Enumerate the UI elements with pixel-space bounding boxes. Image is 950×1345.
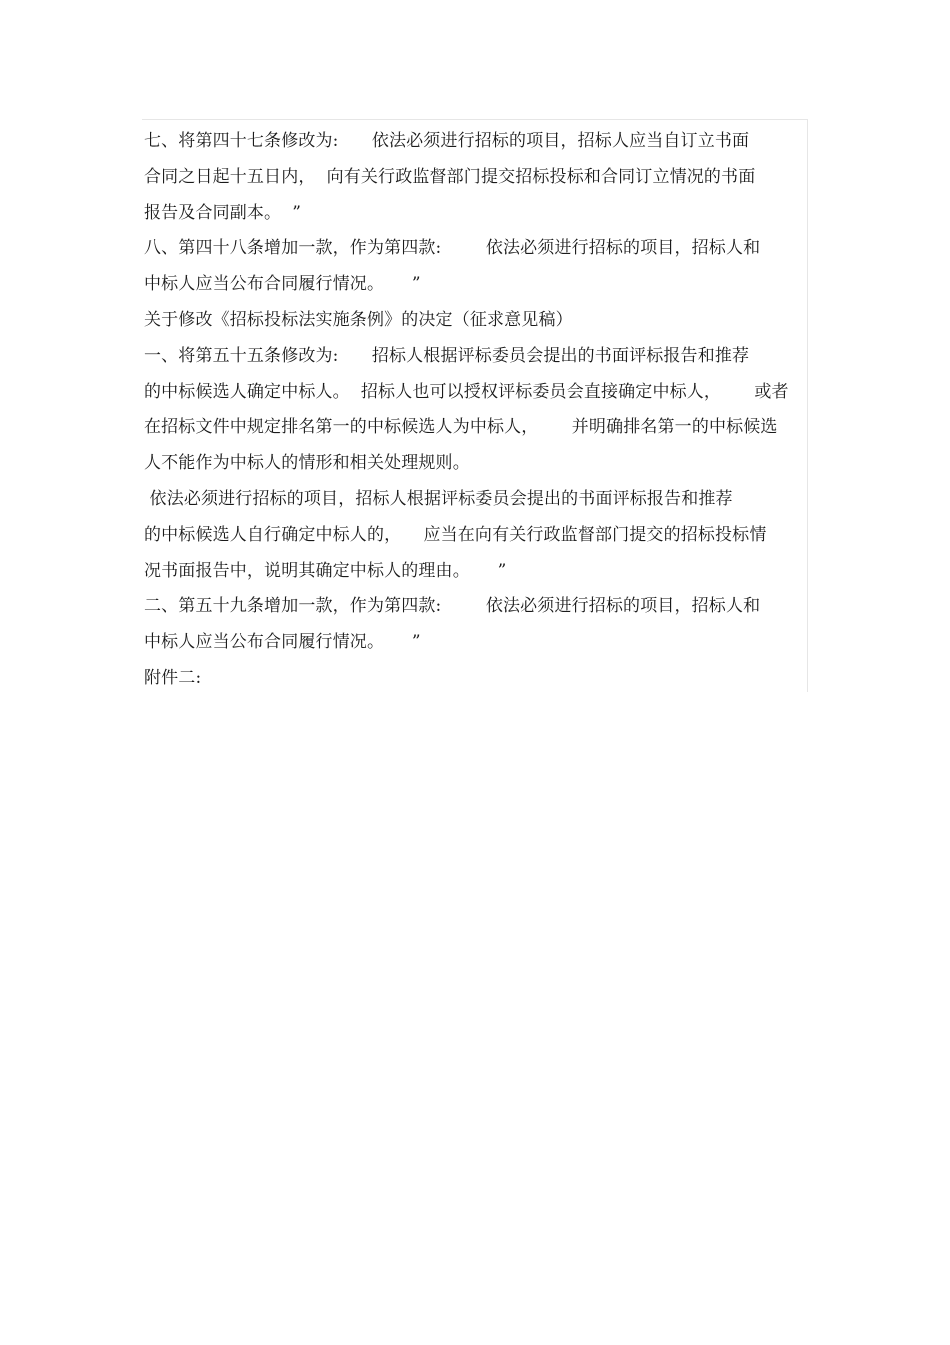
document-body [144, 124, 814, 697]
article-48-amendment-line-2: 中标人应当公布合同履行情况。 ” [144, 274, 421, 295]
article-59-amendment-line-1: 二、第五十九条增加一款，作为第四款: 依法必须进行招标的项目，招标人和 [144, 596, 761, 617]
article-55-amendment-line-4: 人不能作为中标人的情形和相关处理规则。 [144, 453, 470, 474]
article-47-amendment-line-1: 七、将第四十七条修改为: 依法必须进行招标的项目，招标人应当自订立书面 [144, 131, 750, 151]
article-59-amendment-line-2: 中标人应当公布合同履行情况。 ” [144, 632, 421, 653]
article-55-paragraph-2-line-3: 况书面报告中，说明其确定中标人的理由。 ” [144, 560, 507, 581]
text-frame-top-border [142, 119, 808, 120]
article-47-amendment-line-2: 合同之日起十五日内， 向有关行政监督部门提交招标投标和合同订立情况的书面 [144, 166, 756, 187]
article-55-paragraph-2-line-2: 的中标候选人自行确定中标人的， 应当在向有关行政监督部门提交的招标投标情 [144, 524, 767, 545]
article-55-amendment-line-2: 的中标候选人确定中标人。 招标人也可以授权评标委员会直接确定中标人， 或者 [144, 381, 789, 402]
article-55-amendment-line-3: 在招标文件中规定排名第一的中标候选人为中标人， 并明确排名第一的中标候选 [144, 417, 778, 438]
article-47-amendment-line-3: 报告及合同副本。 ” [144, 202, 302, 223]
attachment-two-label: 附件二: [144, 667, 202, 688]
article-48-amendment-line-1: 八、第四十八条增加一款，作为第四款: 依法必须进行招标的项目，招标人和 [144, 238, 761, 259]
article-55-paragraph-2-line-1: 依法必须进行招标的项目，招标人根据评标委员会提出的书面评标报告和推荐 [144, 488, 733, 509]
article-55-amendment-line-1: 一、将第五十五条修改为: 招标人根据评标委员会提出的书面评标报告和推荐 [144, 345, 750, 366]
regulation-decision-heading: 关于修改《招标投标法实施条例》的决定（征求意见稿） [144, 309, 573, 330]
